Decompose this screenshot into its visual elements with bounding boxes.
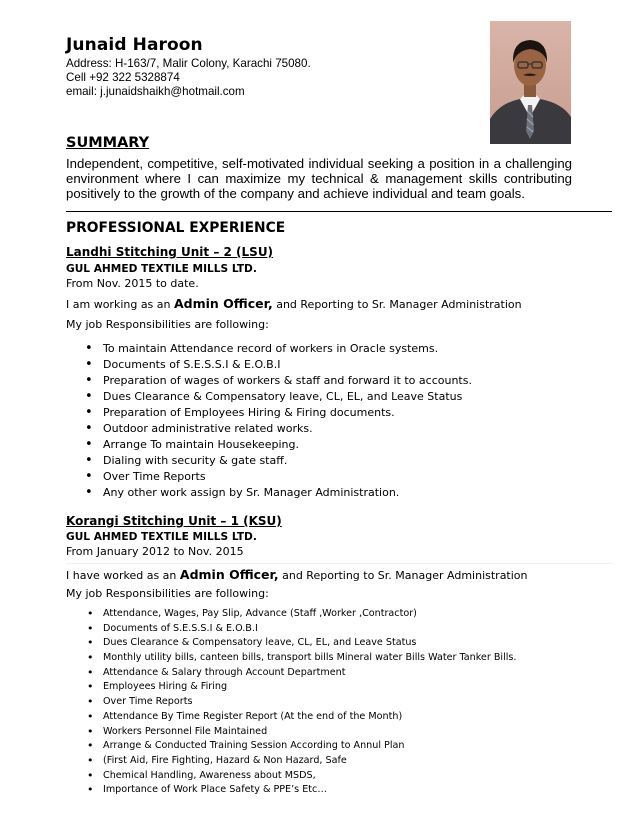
job-period: From January 2012 to Nov. 2015	[66, 545, 244, 558]
address-line: Address: H-163/7, Malir Colony, Karachi 75080.	[66, 57, 311, 70]
list-item: • Attendance By Time Register Report (At the end of the Month)	[66, 710, 516, 725]
summary-heading: SUMMARY	[66, 135, 150, 151]
cell-line: Cell +92 322 5328874	[66, 71, 180, 84]
list-item: • Attendance & Salary through Account Department	[66, 666, 516, 681]
list-item: • (First Aid, Fire Fighting, Hazard & Non Hazard, Safe	[66, 754, 516, 769]
job-role-suffix: and Reporting to Sr. Manager Administration	[278, 569, 528, 582]
list-item: • Over Time Reports	[66, 695, 516, 710]
job-resp-intro: My job Responsibilities are following:	[66, 318, 269, 331]
responsibility-list	[66, 341, 472, 501]
job-role-prefix: I am working as an	[66, 298, 174, 311]
job-unit-title: Korangi Stitching Unit – 1 (KSU)	[66, 514, 282, 528]
list-item: • Arrange & Conducted Training Session According to Annul Plan	[66, 739, 516, 754]
job-role-line	[66, 567, 528, 582]
job-role-suffix: and Reporting to Sr. Manager Administration	[272, 298, 522, 311]
list-item: • Documents of S.E.S.S.I & E.O.B.I	[66, 622, 516, 637]
experience-heading: PROFESSIONAL EXPERIENCE	[66, 220, 286, 236]
job-company: GUL AHMED TEXTILE MILLS LTD.	[66, 531, 257, 543]
section-divider	[66, 211, 612, 212]
job-role-prefix: I have worked as an	[66, 569, 180, 582]
list-item: • Preparation of wages of workers & staff and forward it to accounts.	[66, 373, 472, 389]
list-item: • Dues Clearance & Compensatory leave, CL, EL, and Leave Status	[66, 636, 516, 651]
contact-block	[66, 57, 311, 99]
summary-line: Independent, competitive, self-motivated individual seeking a position in a challenging	[66, 156, 572, 171]
list-item: • Arrange To maintain Housekeeping.	[66, 437, 472, 453]
list-item: • Employees Hiring & Firing	[66, 680, 516, 695]
list-item: • Workers Personnel File Maintained	[66, 725, 516, 740]
list-item: • Monthly utility bills, canteen bills, transport bills Mineral water Bills Water Tanker Bills.	[66, 651, 516, 666]
list-item: • Dues Clearance & Compensatory leave, CL, EL, and Leave Status	[66, 389, 472, 405]
list-item: • Importance of Work Place Safety & PPE’s Etc…	[66, 783, 516, 798]
job-company: GUL AHMED TEXTILE MILLS LTD.	[66, 263, 257, 275]
job-resp-intro: My job Responsibilities are following:	[66, 587, 269, 600]
list-item: • Any other work assign by Sr. Manager Administration.	[66, 485, 472, 501]
job-role: Admin Officer,	[179, 567, 279, 582]
job-role-line	[66, 296, 522, 311]
email-line: email: j.junaidshaikh@hotmail.com	[66, 85, 245, 98]
job-unit-title: Landhi Stitching Unit – 2 (LSU)	[66, 245, 274, 259]
responsibility-list	[66, 607, 516, 798]
list-item: • Over Time Reports	[66, 469, 472, 485]
profile-photo	[490, 21, 571, 144]
list-item: • Documents of S.E.S.S.I & E.O.B.I	[66, 357, 472, 373]
list-item: • Chemical Handling, Awareness about MSDS,	[66, 769, 516, 784]
profile-photo-image	[490, 21, 571, 144]
list-item: • Dialing with security & gate staff.	[66, 453, 472, 469]
summary-line: environment where I can maximize my technical & management skills contributing	[66, 171, 572, 186]
summary-paragraph	[66, 156, 572, 201]
list-item: • Outdoor administrative related works.	[66, 421, 472, 437]
job-period: From Nov. 2015 to date.	[66, 277, 199, 290]
summary-line: positively to the growth of the company and achieve individual and team goals.	[66, 186, 525, 201]
list-item: • To maintain Attendance record of workers in Oracle systems.	[66, 341, 472, 357]
faint-divider	[66, 563, 612, 564]
candidate-name: Junaid Haroon	[66, 35, 203, 55]
list-item: • Attendance, Wages, Pay Slip, Advance (Staff ,Worker ,Contractor)	[66, 607, 516, 622]
job-role: Admin Officer,	[174, 296, 273, 311]
list-item: • Preparation of Employees Hiring & Firing documents.	[66, 405, 472, 421]
